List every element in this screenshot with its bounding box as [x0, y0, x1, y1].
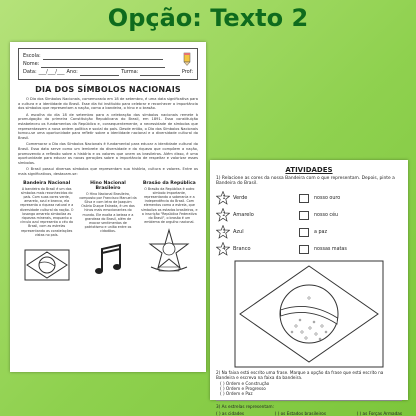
color-name: Branco — [233, 246, 251, 253]
flag-outline-illustration — [23, 240, 71, 288]
name-label: Nome: — [23, 61, 40, 67]
coat-of-arms-illustration — [145, 227, 193, 275]
column-heading: Hino Nacional Brasileiro — [90, 180, 126, 191]
question-2: 2) Na faixa está escrito uma frase. Marque a opção da frase que está escrito na Bandeira e escreva na faixa da bandeira. — [216, 369, 384, 381]
symbol-columns — [18, 181, 198, 288]
match-row — [216, 242, 402, 257]
answer-box[interactable] — [299, 245, 309, 254]
option-checkbox[interactable]: ( ) Ordem e Construção — [220, 380, 270, 386]
student-header — [18, 48, 198, 80]
date-blanks: ___/___/___ — [38, 69, 65, 75]
color-meaning: nosso ouro — [314, 195, 341, 201]
question-3-options — [216, 411, 402, 416]
match-number: 4 — [222, 246, 226, 253]
answer-box[interactable] — [299, 228, 309, 237]
worksheet-text — [10, 42, 206, 372]
match-row — [216, 225, 402, 240]
color-meaning: nosso céu — [314, 212, 339, 218]
column-text: O Brasão da República é outro símbolo importante, representando a soberania e a independência do Brasil. Com elementos como a estrela, que simboliza os estados brasileiros, e a inscrição "República Federativa do Brasil", o brasão é um emblema de orgulho nacional. — [141, 186, 198, 225]
option-checkbox[interactable]: ( ) Ordem e Progresso — [220, 386, 266, 392]
divider — [216, 400, 402, 401]
color-name: Amarelo — [233, 212, 254, 219]
school-label: Escola: — [23, 53, 41, 59]
color-name: Azul — [233, 229, 244, 236]
music-notes-icon — [84, 237, 132, 285]
column-heading: Brasão da República — [142, 180, 196, 186]
color-matching — [216, 191, 402, 257]
year-label: Ano: — [66, 69, 78, 75]
color-name: Verde — [233, 195, 248, 202]
question-3: 3) As estrelas representam: — [216, 403, 275, 409]
name-row — [23, 60, 193, 68]
school-row — [23, 52, 193, 60]
column-coat-of-arms — [141, 181, 198, 288]
color-meaning: a paz — [314, 229, 327, 235]
class-label: Turma: — [121, 69, 139, 75]
answer-box[interactable] — [299, 194, 309, 203]
text-title: DIA DOS SÍMBOLOS NACIONAIS — [35, 85, 181, 94]
paragraph: O Dia dos Símbolos Nacionais, comemorado em 18 de setembro, é uma data significativa para a cultura e a identidade do Brasil. Esse dia foi instituído para celebrar e reconhecer a importância dos símbolos que representam a nação, como a bandeira, o hino e o brasão. — [18, 97, 198, 111]
match-number: 1 — [222, 195, 226, 202]
flag-coloring-outline[interactable] — [234, 260, 384, 368]
match-number: 2 — [222, 212, 226, 219]
worksheet-activities — [210, 160, 408, 416]
page-banner-title: Opção: Texto 2 — [107, 4, 309, 32]
pencil-icon — [181, 52, 193, 66]
column-text: O Hino Nacional Brasileiro, composto por Francisco Manuel da Silva e com letra de Joaquim Osório Duque Estrada, é um dos hinos mais emocionantes do mundo. Ele exalta a beleza e a grandeza do Brasil, além de evocar sentimentos de patriotismo e união entre os cidadãos. — [79, 191, 137, 234]
column-heading: Bandeira Nacional — [23, 180, 71, 186]
paragraph: A escolha do dia 18 de setembro para a celebração dos símbolos nacionais remete à promulgação da primeira Constituição Republicana do Brasil, em 1891. Essa constituição estabeleceu os fundamentos da República e, consequentemente, a necessidade de símbolos que representassem a nova ordem política e social do país. Desde então, o Dia dos Símbolos Nacionais tornou-se uma oportunidade para refletir sobre a identidade nacional e a diversidade cultural do Brasil. — [18, 112, 198, 140]
option-checkbox[interactable]: ( ) as cidades — [216, 411, 245, 416]
date-label: Data: — [23, 69, 37, 75]
column-anthem — [79, 181, 136, 288]
question-1: 1) Relacione as cores da nossa Bandeira com o que representam. Depois, pinte a Bandeira do Brasil. — [216, 176, 395, 187]
match-number: 3 — [222, 229, 226, 236]
teacher-label: Prof: — [181, 69, 194, 75]
column-flag — [18, 181, 75, 288]
activities-title: ATIVIDADES — [285, 166, 333, 174]
match-row — [216, 191, 402, 206]
option-checkbox[interactable]: ( ) os Estados brasileiros — [274, 411, 327, 416]
option-checkbox[interactable]: ( ) as Forças Armadas — [356, 411, 402, 416]
answer-box[interactable] — [299, 211, 309, 220]
column-text: A bandeira do Brasil é um dos símbolos mais reconhecidos do país. Com suas cores verde, amarelo, azul e branco, ela representa a riqueza natural e a diversidade cultural da nação. O losango amarelo simboliza as riquezas minerais, enquanto o círculo azul representa o céu do Brasil, com as estrelas representando as constelações vistas no país. — [19, 186, 74, 237]
match-row — [216, 208, 402, 223]
paragraph: Comemorar o Dia dos Símbolos Nacionais é fundamental para educar a identidade cultural do Brasil. Essa data serve como um lembrete da diversidade e da riqueza que compõem a nação, promovendo a reflexão sobre a história e os valores que unem os brasileiros. Além disso, é uma oportunidade para educar as novas gerações sobre a importância de respeitar e valorizar esses símbolos. — [18, 142, 198, 165]
paragraph: O Brasil possui diversos símbolos que representam sua história, cultura e valores. Entre os mais significativos, destacam-se: — [18, 167, 198, 176]
question-2-options — [220, 381, 402, 397]
info-row — [23, 68, 193, 76]
color-meaning: nossas matas — [314, 246, 347, 252]
option-checkbox[interactable]: ( ) Ordem e Paz — [220, 391, 253, 397]
